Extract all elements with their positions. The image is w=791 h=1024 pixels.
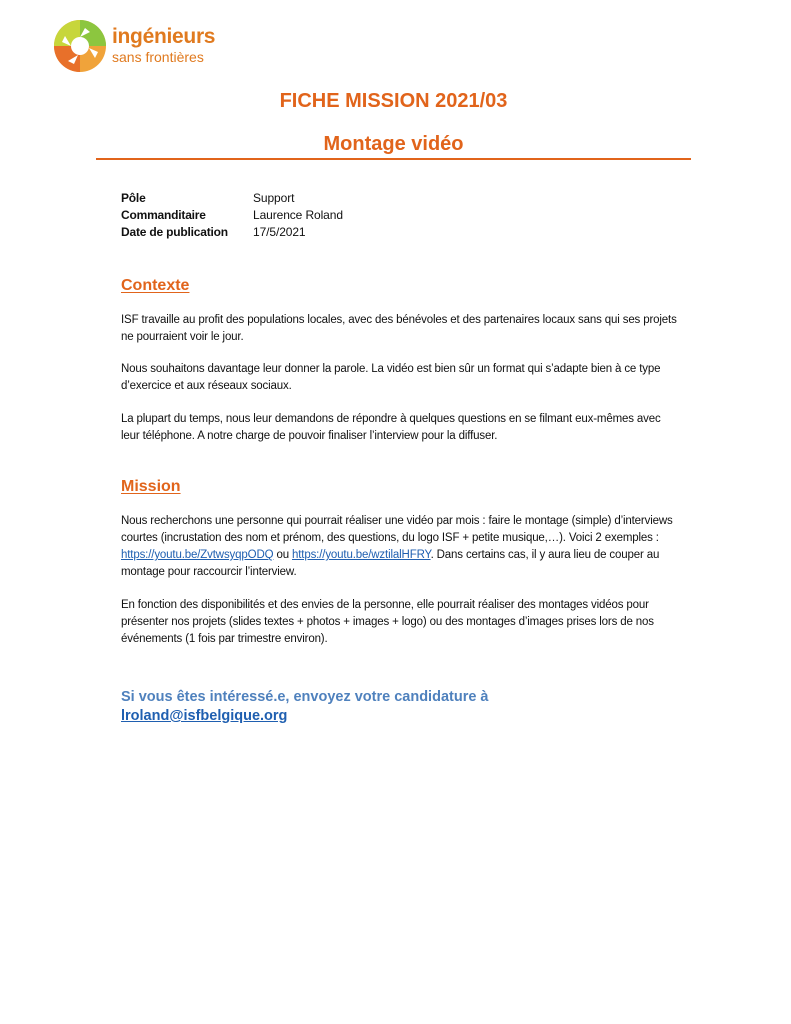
meta-row-date <box>121 224 343 241</box>
logo-text-line2: sans frontières <box>112 49 204 65</box>
meta-value: 17/5/2021 <box>253 225 306 239</box>
cta-text: Si vous êtes intéressé.e, envoyez votre candidature à <box>121 689 489 705</box>
mission-paragraph <box>121 513 681 581</box>
page-title: FICHE MISSION 2021/03 <box>279 90 508 112</box>
call-to-action <box>121 688 681 726</box>
meta-label: Commanditaire <box>121 208 206 222</box>
youtube-link-1[interactable]: https://youtu.be/ZvtwsyqpODQ <box>121 549 274 561</box>
metadata-table <box>121 190 343 241</box>
contact-email-link[interactable]: lroland@isfbelgique.org <box>121 708 288 724</box>
section-heading-mission: Mission <box>121 478 181 495</box>
meta-label: Date de publication <box>121 225 228 239</box>
meta-row-commanditaire <box>121 207 343 224</box>
contexte-paragraph: ISF travaille au profit des populations locales, avec des bénévoles et des partenaires locaux sans qui ses projets ne pourraient voir le jour. <box>121 314 677 343</box>
meta-value: Laurence Roland <box>253 208 343 222</box>
logo-text-line1: ingénieurs <box>112 25 216 48</box>
isf-logo <box>52 16 222 76</box>
title-divider <box>96 158 691 160</box>
section-heading-contexte: Contexte <box>121 277 190 294</box>
youtube-link-2[interactable]: https://youtu.be/wztilalHFRY <box>292 549 431 561</box>
mission-text: . Dans certains cas, il y aura lieu de couper au montage pour raccourcir l’interview. <box>121 549 660 578</box>
contexte-paragraph: La plupart du temps, nous leur demandons de répondre à quelques questions en se filmant eux-mêmes avec leur téléphone. A notre charge de pouvoir finaliser l’interview pour la diffuser. <box>121 413 661 442</box>
meta-row-pole <box>121 190 343 207</box>
meta-value: Support <box>253 191 295 205</box>
mission-paragraph: En fonction des disponibilités et des envies de la personne, elle pourrait réaliser des montages vidéos pour présenter nos projets (slides textes + photos + images + logo) ou des montages d’images prises lors de nos événements (1 fois par trimestre environ). <box>121 599 654 645</box>
meta-label: Pôle <box>121 191 146 205</box>
mission-text: Nous recherchons une personne qui pourrait réaliser une vidéo par mois : faire le montage (simple) d’interviews courtes (incrustation des nom et prénom, des questions, du logo ISF + petite musique,…). Voici 2 exemples : <box>121 515 673 544</box>
mission-text: ou <box>273 549 292 561</box>
isf-logo-icon <box>52 18 108 74</box>
contexte-paragraph: Nous souhaitons davantage leur donner la parole. La vidéo est bien sûr un format qui s’adapte bien à ce type d’exercice et aux réseaux sociaux. <box>121 363 661 392</box>
page-subtitle: Montage vidéo <box>323 133 464 155</box>
